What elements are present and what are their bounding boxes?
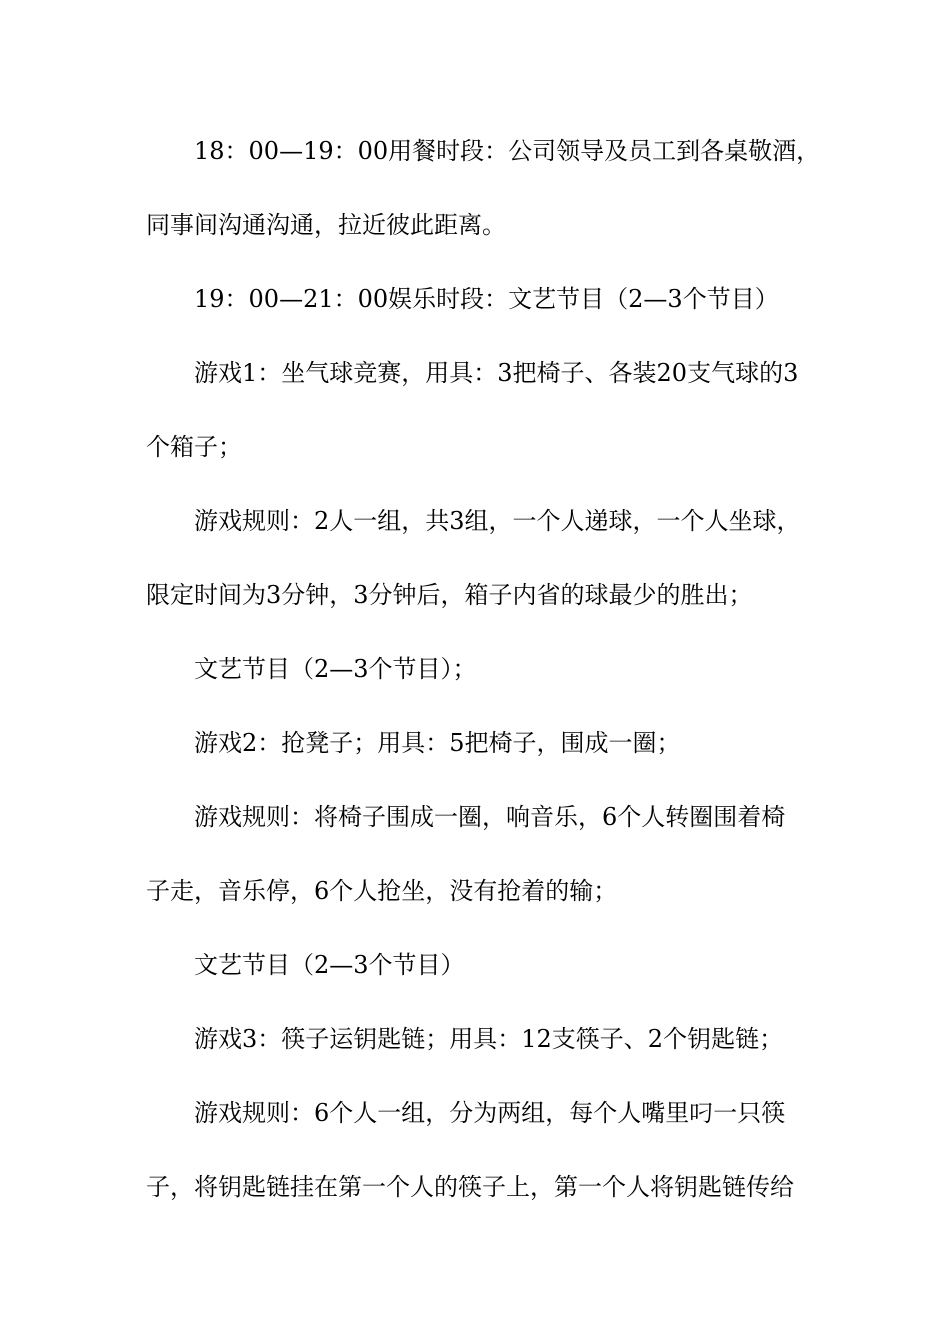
- paragraph-line: 游戏规则：将椅子围成一圈，响音乐，6个人转圈围着椅: [194, 803, 786, 831]
- paragraph-line: 文艺节目（2—3个节目）；: [194, 655, 477, 683]
- paragraph-line: 同事间沟通沟通，拉近彼此距离。: [146, 211, 506, 239]
- paragraph-line: 游戏1：坐气球竞赛，用具：3把椅子、各装20支气球的3: [194, 359, 799, 387]
- paragraph-line: 19：00—21：00娱乐时段：文艺节目（2—3个节目）: [194, 285, 779, 313]
- paragraph-line: 限定时间为3分钟，3分钟后，箱子内省的球最少的胜出；: [146, 581, 753, 609]
- paragraph-line: 子走，音乐停，6个人抢坐，没有抢着的输；: [146, 877, 618, 905]
- paragraph-line: 18：00—19：00用餐时段：公司领导及员工到各桌敬酒，: [194, 137, 821, 165]
- paragraph-line: 游戏2：抢凳子；用具：5把椅子，围成一圈；: [194, 729, 681, 757]
- paragraph-line: 游戏规则：6个人一组，分为两组，每个人嘴里叼一只筷: [194, 1099, 786, 1127]
- paragraph-line: 文艺节目（2—3个节目）: [194, 951, 465, 979]
- paragraph-line: 个箱子；: [146, 433, 242, 461]
- paragraph-line: 游戏规则：2人一组，共3组，一个人递球，一个人坐球，: [194, 507, 801, 535]
- paragraph-line: 子，将钥匙链挂在第一个人的筷子上，第一个人将钥匙链传给: [146, 1173, 794, 1201]
- paragraph-line: 游戏3：筷子运钥匙链；用具：12支筷子、2个钥匙链；: [194, 1025, 784, 1053]
